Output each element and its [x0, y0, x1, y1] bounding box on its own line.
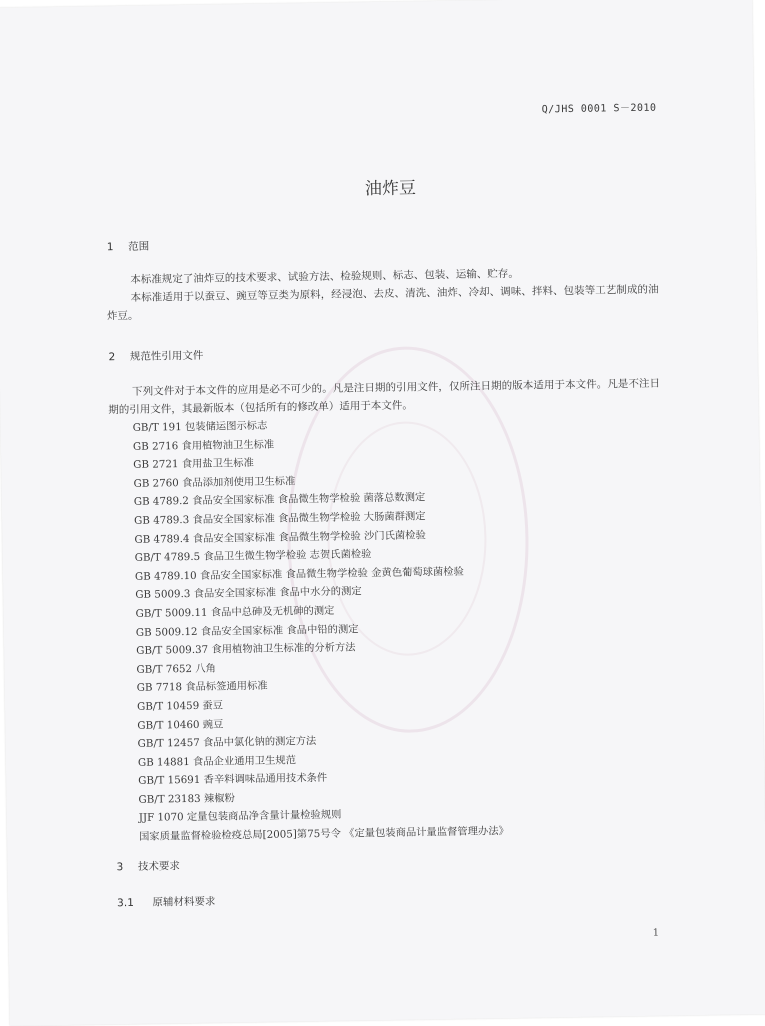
section-1-number: 1 [106, 241, 114, 254]
section-2-intro [108, 375, 660, 420]
reference-item: 国家质量监督检验检疫总局[2005]第75号令 《定量包装商品计量监督管理办法》 [138, 825, 509, 843]
section-1-paragraph-2: 本标准适用于以蚕豆、豌豆等豆类为原料，经浸泡、去皮、清洗、油炸、冷却、调味、拌料、包装等工艺制成的油炸豆。 [106, 283, 659, 323]
section-3-1-number: 3.1 [117, 896, 134, 910]
reference-item: GB/T 5009.11 食品中总砷及无机砷的测定 [135, 604, 335, 620]
normative-references-list [133, 413, 509, 846]
reference-item: GB 5009.3 食品安全国家标准 食品中水分的测定 [135, 585, 362, 602]
section-2-intro-text: 下列文件对于本文件的应用是必不可少的。凡是注日期的引用文件，仅所注日期的版本适用于本文件。凡是不注日期的引用文件，其最新版本（包括所有的修改单）适用于本文件。 [108, 377, 661, 417]
page-number: 1 [652, 927, 660, 939]
section-2-number: 2 [108, 351, 116, 364]
section-1-title: 范围 [128, 240, 150, 253]
reference-item: GB 2716 食用植物油卫生标准 [132, 438, 275, 453]
reference-item: GB/T 23183 辣椒粉 [138, 792, 235, 806]
reference-item: GB/T 4789.5 食品卫生微生物学检验 志贺氏菌检验 [134, 548, 372, 565]
reference-item: GB/T 15691 香辛料调味品通用技术条件 [138, 772, 328, 788]
reference-item: GB/T 191 包装储运图示标志 [132, 419, 268, 434]
document-title: 油炸豆 [364, 178, 417, 200]
reference-item: GB 2760 食品添加剂使用卫生标准 [133, 475, 296, 490]
reference-item: GB 14881 食品企业通用卫生规范 [137, 754, 297, 769]
reference-item: GB/T 7652 八角 [136, 662, 217, 676]
reference-item: GB 4789.10 食品安全国家标准 食品微生物学检验 金黄色葡萄球菌检验 [134, 565, 464, 583]
section-1-body [106, 263, 659, 326]
section-3-1-heading [117, 894, 216, 911]
section-2-heading [108, 348, 203, 364]
section-3-heading [116, 858, 180, 874]
section-1-paragraph-1: 本标准规定了油炸豆的技术要求、试验方法、检验规则、标志、包装、运输、贮存。 [130, 267, 519, 286]
reference-item: GB/T 10460 豌豆 [137, 718, 224, 732]
reference-item: GB 4789.2 食品安全国家标准 食品微生物学检验 菌落总数测定 [133, 491, 426, 509]
reference-item: GB/T 5009.37 食用植物油卫生标准的分析方法 [136, 641, 356, 657]
standard-code-header: Q/JHS 0001 S－2010 [541, 102, 657, 116]
reference-item: GB 4789.4 食品安全国家标准 食品微生物学检验 沙门氏菌检验 [134, 528, 426, 546]
section-1-heading [107, 239, 150, 255]
reference-item: GB 5009.12 食品安全国家标准 食品中铅的测定 [135, 622, 359, 639]
reference-item: GB 4789.3 食品安全国家标准 食品微生物学检验 大肠菌群测定 [134, 510, 426, 527]
reference-item: GB/T 10459 蚕豆 [136, 699, 224, 713]
section-2-title: 规范性引用文件 [129, 349, 204, 363]
section-3-title: 技术要求 [137, 860, 180, 873]
reference-item: GB/T 12457 食品中氯化钠的测定方法 [137, 735, 317, 750]
section-3-number: 3 [116, 861, 124, 874]
reference-item: JJF 1070 定量包装商品净含量计量检验规则 [138, 809, 342, 825]
reference-item: GB 7718 食品标签通用标准 [136, 680, 268, 695]
reference-item: GB 2721 食用盐卫生标准 [133, 457, 254, 472]
section-3-1-title: 原辅材料要求 [152, 895, 216, 909]
